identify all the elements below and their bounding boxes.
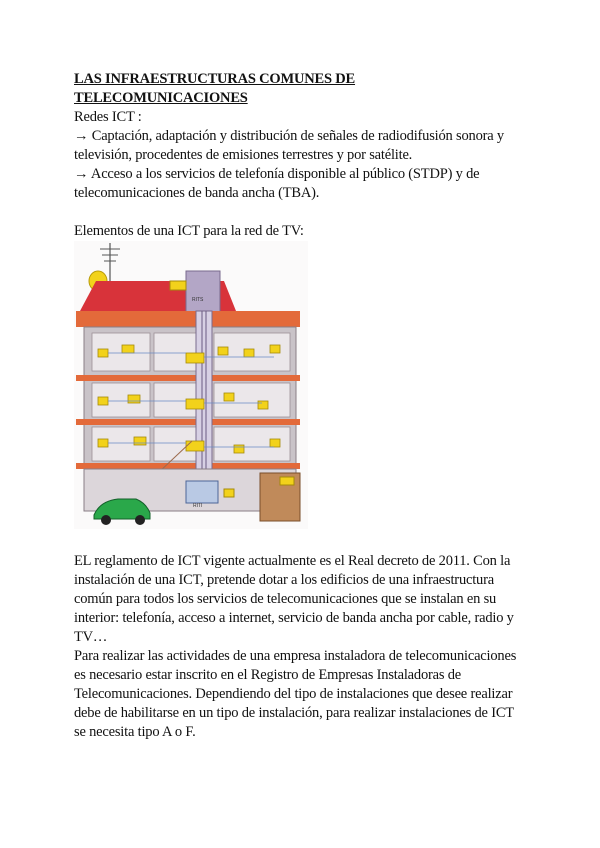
para-1-line-2: instalación de una ICT, pretende dotar a los edificios de una infraestructura [74, 572, 494, 588]
para-1-line-5: TV… [74, 629, 108, 645]
document-body [74, 70, 534, 241]
label-riti: RITI [193, 503, 203, 509]
bullet-1-line-2: televisión, procedentes de emisiones terrestres y por satélite. [74, 147, 413, 163]
para-2-line-4: debe de habilitarse en un tipo de instalación, para realizar instalaciones de ICT [74, 705, 514, 721]
document-title-line-2: TELECOMUNICACIONES [74, 90, 248, 106]
document-title-line-1: LAS INFRAESTRUCTURAS COMUNES DE [74, 71, 356, 87]
figure-caption: Elementos de una ICT para la red de TV: [74, 223, 304, 239]
bullet-2-line-1: → Acceso a los servicios de telefonía disponible al público (STDP) y de [74, 166, 480, 182]
riti-room [186, 481, 218, 503]
para-2-line-2: es necesario estar inscrito en el Registro de Empresas Instaladoras de [74, 667, 462, 683]
bullet-2-line-2: telecomunicaciones de banda ancha (TBA). [74, 185, 320, 201]
para-2-line-1: Para realizar las actividades de una empresa instaladora de telecomunicaciones [74, 648, 517, 664]
redes-label: Redes ICT : [74, 109, 142, 125]
para-2-line-5: se necesita tipo A o F. [74, 724, 196, 740]
regulation-section [74, 552, 534, 742]
bullet-1-line-1: → Captación, adaptación y distribución de señales de radiodifusión sonora y [74, 128, 504, 144]
para-1-line-4: interior: telefonía, acceso a internet, servicio de banda ancha por cable, radio y [74, 610, 514, 626]
ict-building-illustration [74, 241, 308, 529]
label-rits: RITS [192, 297, 204, 303]
para-1-line-3: común para todos los servicios de telecomunicaciones que se instalan en su [74, 591, 497, 607]
para-2-line-3: Telecomunicaciones. Dependiendo del tipo de instalaciones que desee realizar [74, 686, 513, 702]
para-1-line-1: EL reglamento de ICT vigente actualmente es el Real decreto de 2011. Con la [74, 553, 511, 569]
chimney-rits [186, 271, 220, 317]
